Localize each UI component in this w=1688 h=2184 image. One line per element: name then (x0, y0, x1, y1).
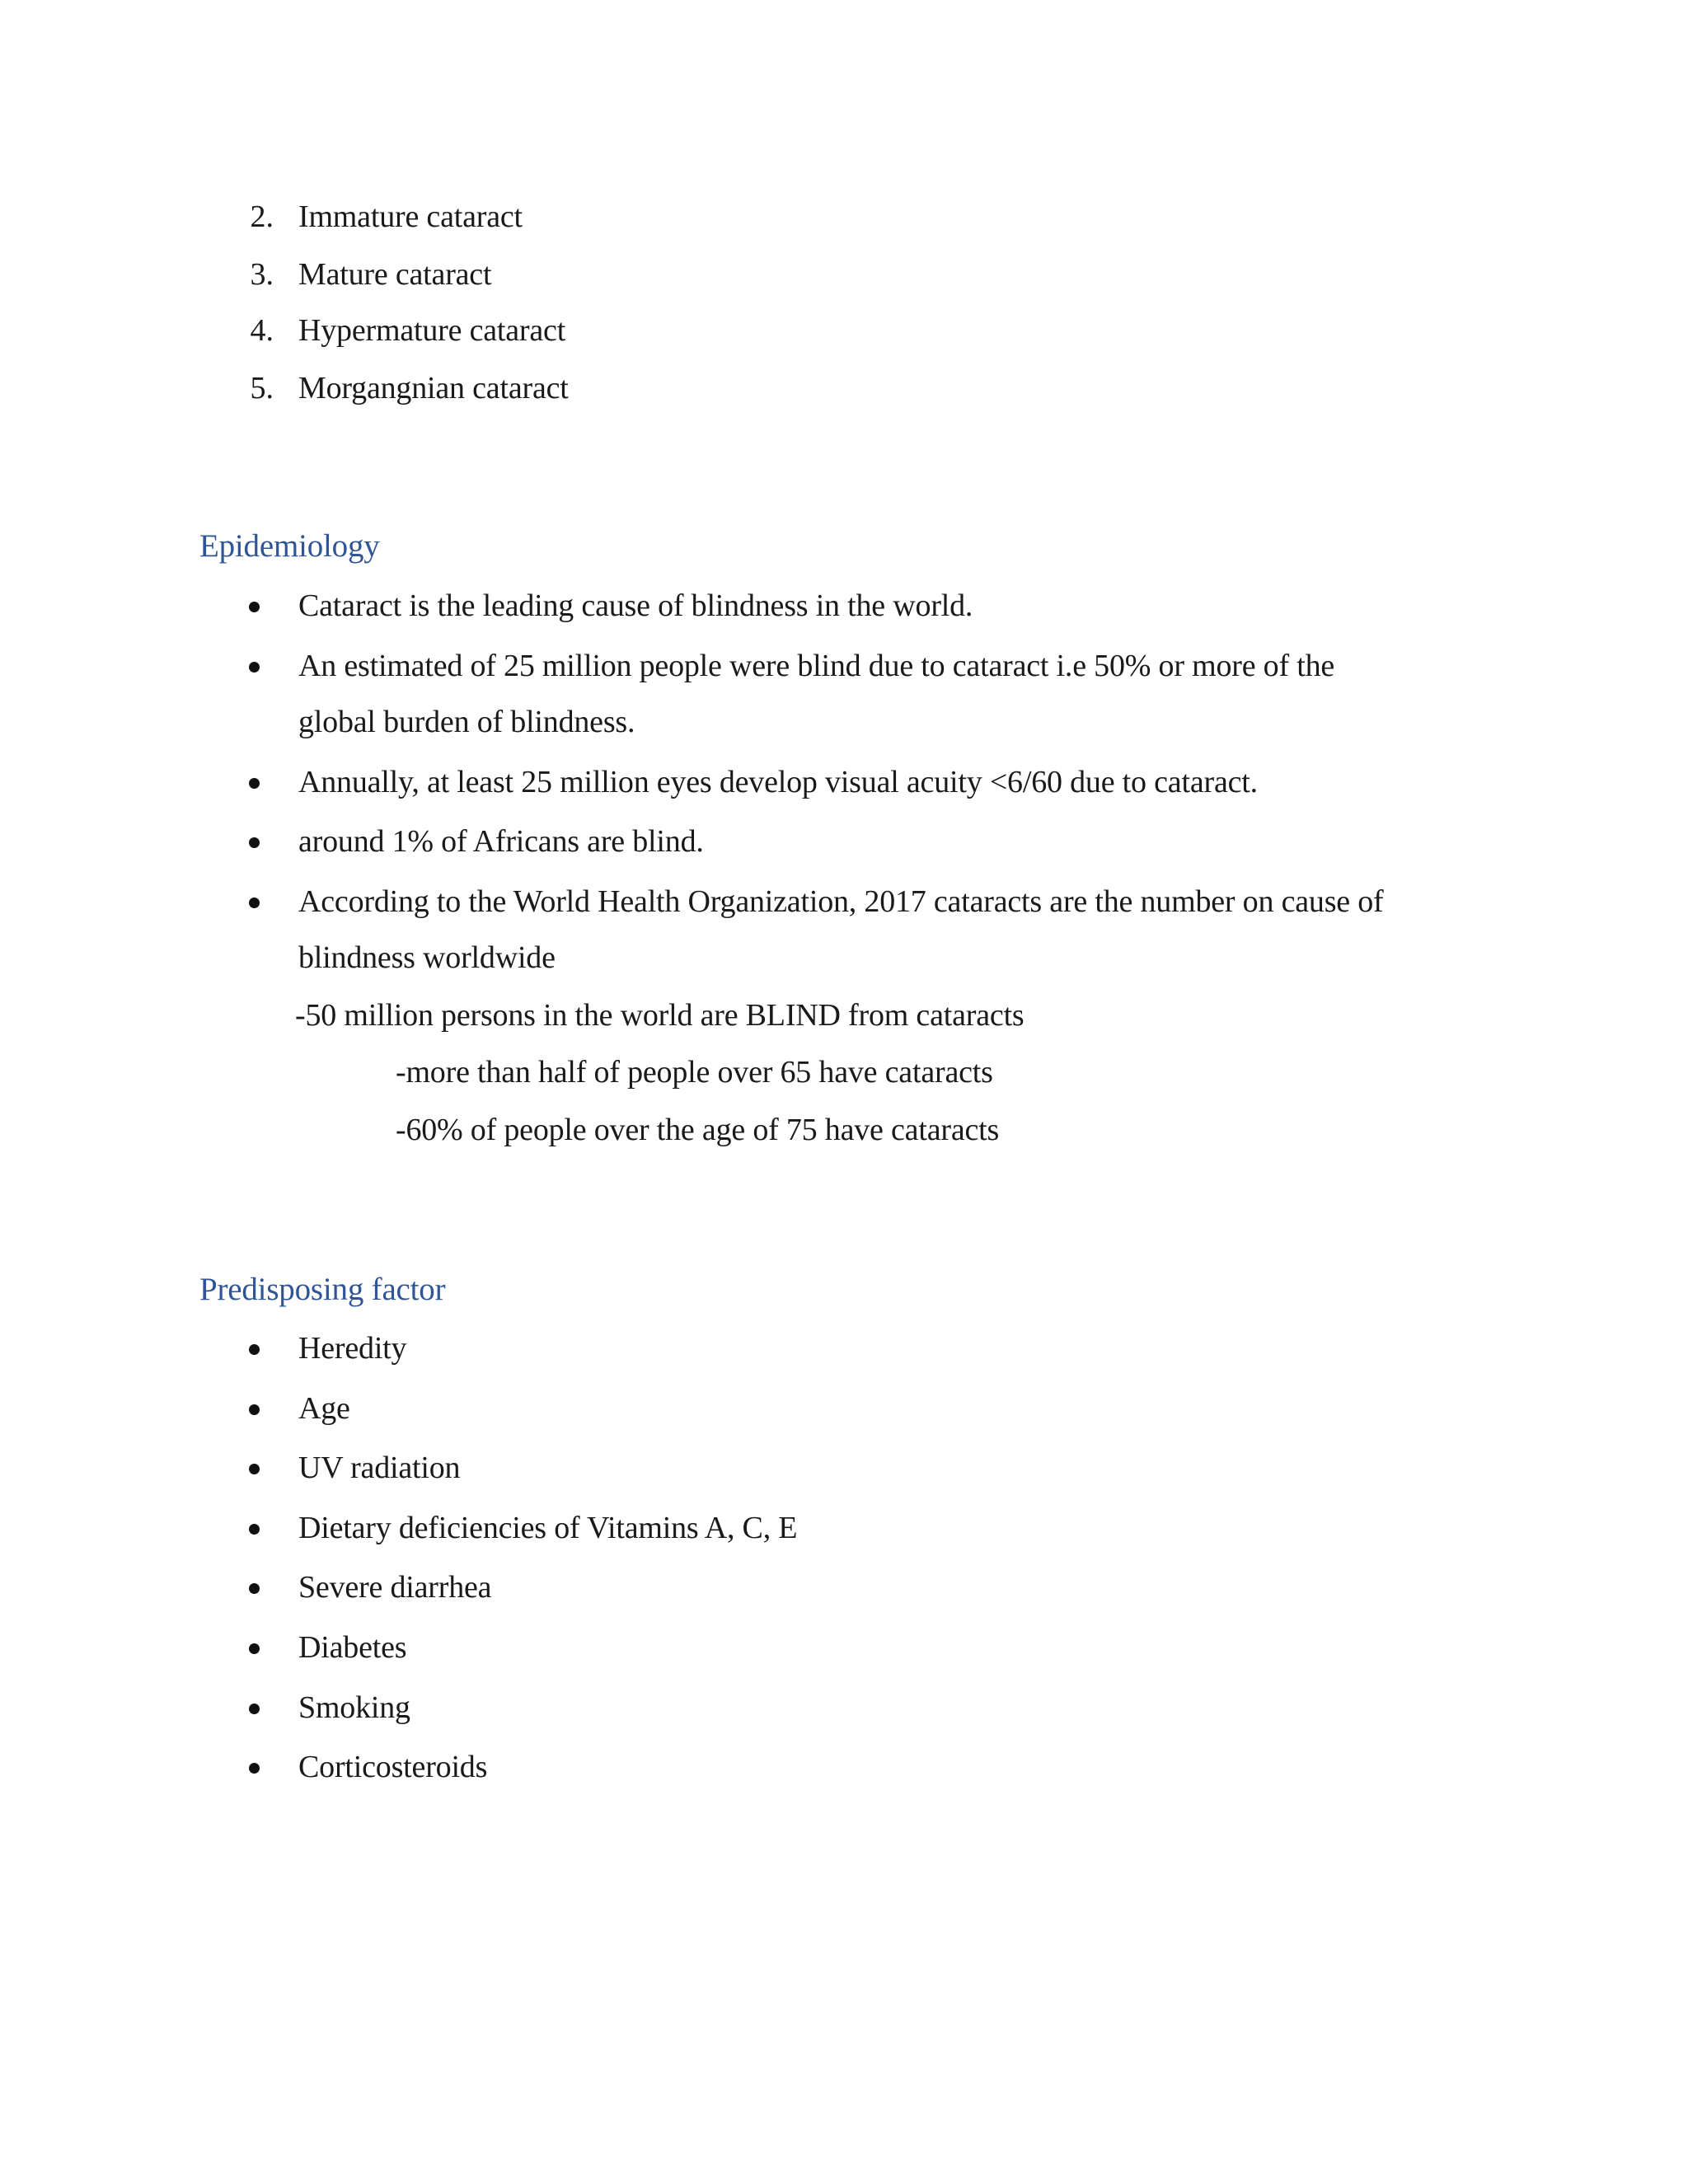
bullet-icon (249, 1704, 260, 1714)
bullet-icon (249, 778, 260, 789)
bullet-icon (249, 1404, 260, 1415)
list-number: 2. (250, 199, 274, 234)
list-item: Diabetes (298, 1630, 407, 1665)
sub-line: -60% of people over the age of 75 have cataracts (396, 1113, 1000, 1147)
bullet-icon (249, 837, 260, 848)
list-item: An estimated of 25 million people were blind due to cataract i.e 50% or more of the (298, 649, 1335, 683)
list-item: Smoking (298, 1690, 410, 1725)
bullet-icon (249, 1464, 260, 1474)
list-item: UV radiation (298, 1451, 461, 1485)
bullet-icon (249, 662, 260, 673)
epidemiology-heading: Epidemiology (199, 528, 380, 564)
sub-line: -50 million persons in the world are BLIND from cataracts (295, 998, 1025, 1033)
list-item: Mature cataract (298, 257, 492, 292)
list-item: around 1% of Africans are blind. (298, 824, 704, 859)
predisposing-heading: Predisposing factor (199, 1272, 446, 1307)
bullet-icon (249, 898, 260, 908)
list-item: Cataract is the leading cause of blindness in the world. (298, 588, 973, 623)
list-item: According to the World Health Organization, 2017 cataracts are the number on cause of (298, 884, 1384, 919)
sub-line: -more than half of people over 65 have cataracts (396, 1055, 993, 1090)
bullet-icon (249, 1763, 260, 1774)
bullet-icon (249, 1344, 260, 1355)
list-item: Dietary deficiencies of Vitamins A, C, E (298, 1511, 798, 1545)
list-item: Annually, at least 25 million eyes develop visual acuity <6/60 due to cataract. (298, 765, 1258, 799)
bullet-icon (249, 1643, 260, 1654)
list-item: Heredity (298, 1331, 407, 1366)
list-number: 5. (250, 371, 274, 405)
bullet-icon (249, 1583, 260, 1594)
list-item: Corticosteroids (298, 1750, 488, 1784)
list-item-continued: global burden of blindness. (298, 705, 635, 739)
list-item: Age (298, 1391, 350, 1426)
list-item: Severe diarrhea (298, 1570, 492, 1605)
bullet-icon (249, 602, 260, 612)
list-item-continued: blindness worldwide (298, 940, 556, 975)
list-item: Immature cataract (298, 199, 523, 234)
list-item: Hypermature cataract (298, 313, 566, 348)
list-number: 4. (250, 313, 274, 348)
list-number: 3. (250, 257, 274, 292)
bullet-icon (249, 1524, 260, 1535)
list-item: Morgangnian cataract (298, 371, 569, 405)
